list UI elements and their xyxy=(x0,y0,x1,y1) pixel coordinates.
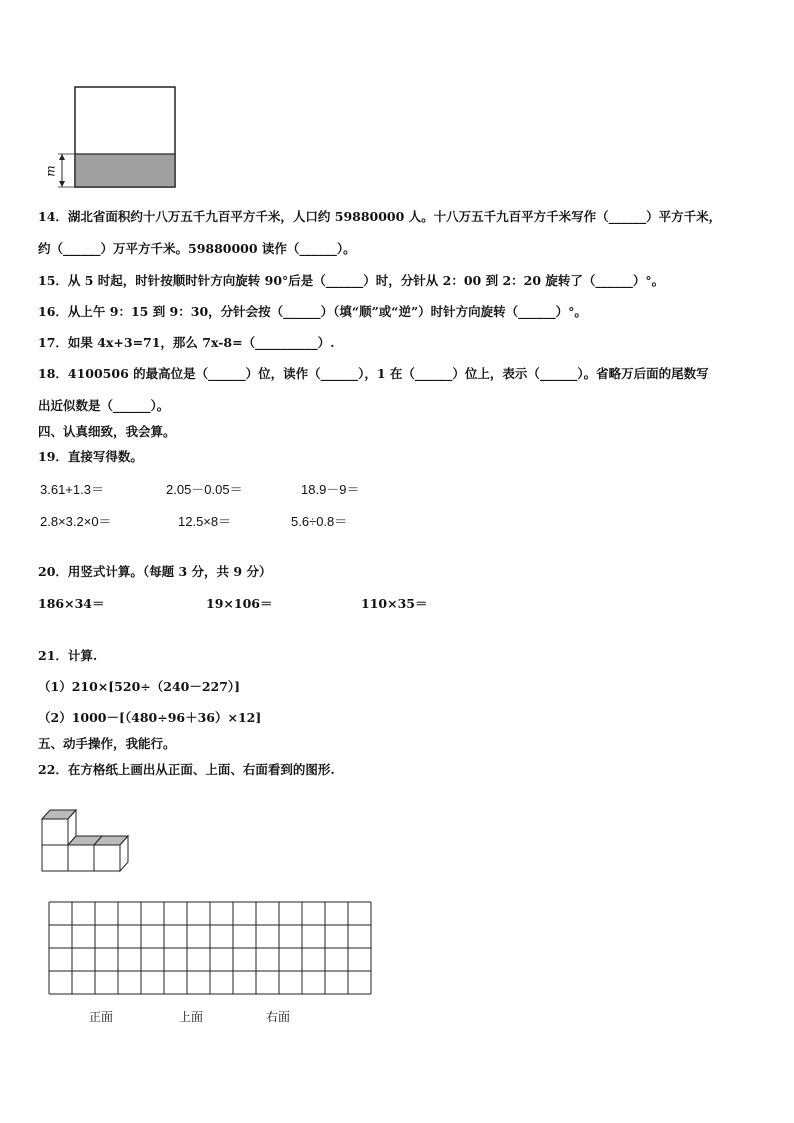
q20-item3: 110×35＝ xyxy=(361,596,428,611)
label-right: 右面 xyxy=(266,1010,291,1024)
q19-r2c2: 12.5×8＝ xyxy=(178,514,232,529)
q20-item2: 19×106＝ xyxy=(206,596,273,611)
cube-arrangement xyxy=(38,805,133,875)
container-figure xyxy=(40,80,190,195)
q14-line1: 14．湖北省面积约十八万五千九百平方千米，人口约 59880000 人。十八万五千九百平方千米写作（______）平方千米， xyxy=(38,209,722,224)
section5-heading: 五、动手操作，我能行。 xyxy=(38,736,176,751)
q20-item1: 186×34＝ xyxy=(38,596,105,611)
q21-title: 21．计算. xyxy=(38,648,98,663)
q19-r1c3: 18.9－9＝ xyxy=(301,482,360,497)
q16: 16．从上午 9：15 到 9：30，分针会按（______）（填“顺”或“逆”）时针方向旋转（______）°。 xyxy=(38,304,587,319)
q19-r2c3: 5.6÷0.8＝ xyxy=(291,514,348,529)
q18-line2: 出近似数是（______）。 xyxy=(38,398,170,413)
q19-r1c2: 2.05－0.05＝ xyxy=(166,482,243,497)
q19-r1c1: 3.61+1.3＝ xyxy=(40,482,104,497)
q21-item1: （1）210×[520÷（240－227）] xyxy=(38,679,241,694)
q18-line1: 18．4100506 的最高位是（______）位，读作（______），1 在（______）位上，表示（______）。省略万后面的尾数写 xyxy=(38,366,709,381)
q21-item2: （2）1000－[（480÷96＋36）×12] xyxy=(38,710,262,725)
q17: 17．如果 4x+3=71，那么 7x-8=（__________）. xyxy=(38,335,335,350)
water-shading xyxy=(75,154,175,187)
height-arrow-top xyxy=(59,154,65,160)
label-front: 正面 xyxy=(89,1010,114,1024)
grid-paper xyxy=(48,900,378,998)
label-top: 上面 xyxy=(179,1010,204,1024)
q19-r2c1: 2.8×3.2×0＝ xyxy=(40,514,112,529)
q19-title: 19．直接写得数。 xyxy=(38,449,143,464)
section4-heading: 四、认真细致，我会算。 xyxy=(38,424,176,439)
q15: 15．从 5 时起，时针按顺时针方向旋转 90°后是（______）时，分针从 2：00 到 2：20 旋转了（______）°。 xyxy=(38,273,665,288)
height-arrow-bottom xyxy=(59,181,65,187)
q14-line2: 约（______）万平方千米。59880000 读作（______）。 xyxy=(38,241,356,256)
q20-title: 20．用竖式计算。（每题 3 分，共 9 分） xyxy=(38,564,272,579)
q22-title: 22．在方格纸上画出从正面、上面、右面看到的图形. xyxy=(38,762,335,777)
height-label: m xyxy=(43,165,58,177)
